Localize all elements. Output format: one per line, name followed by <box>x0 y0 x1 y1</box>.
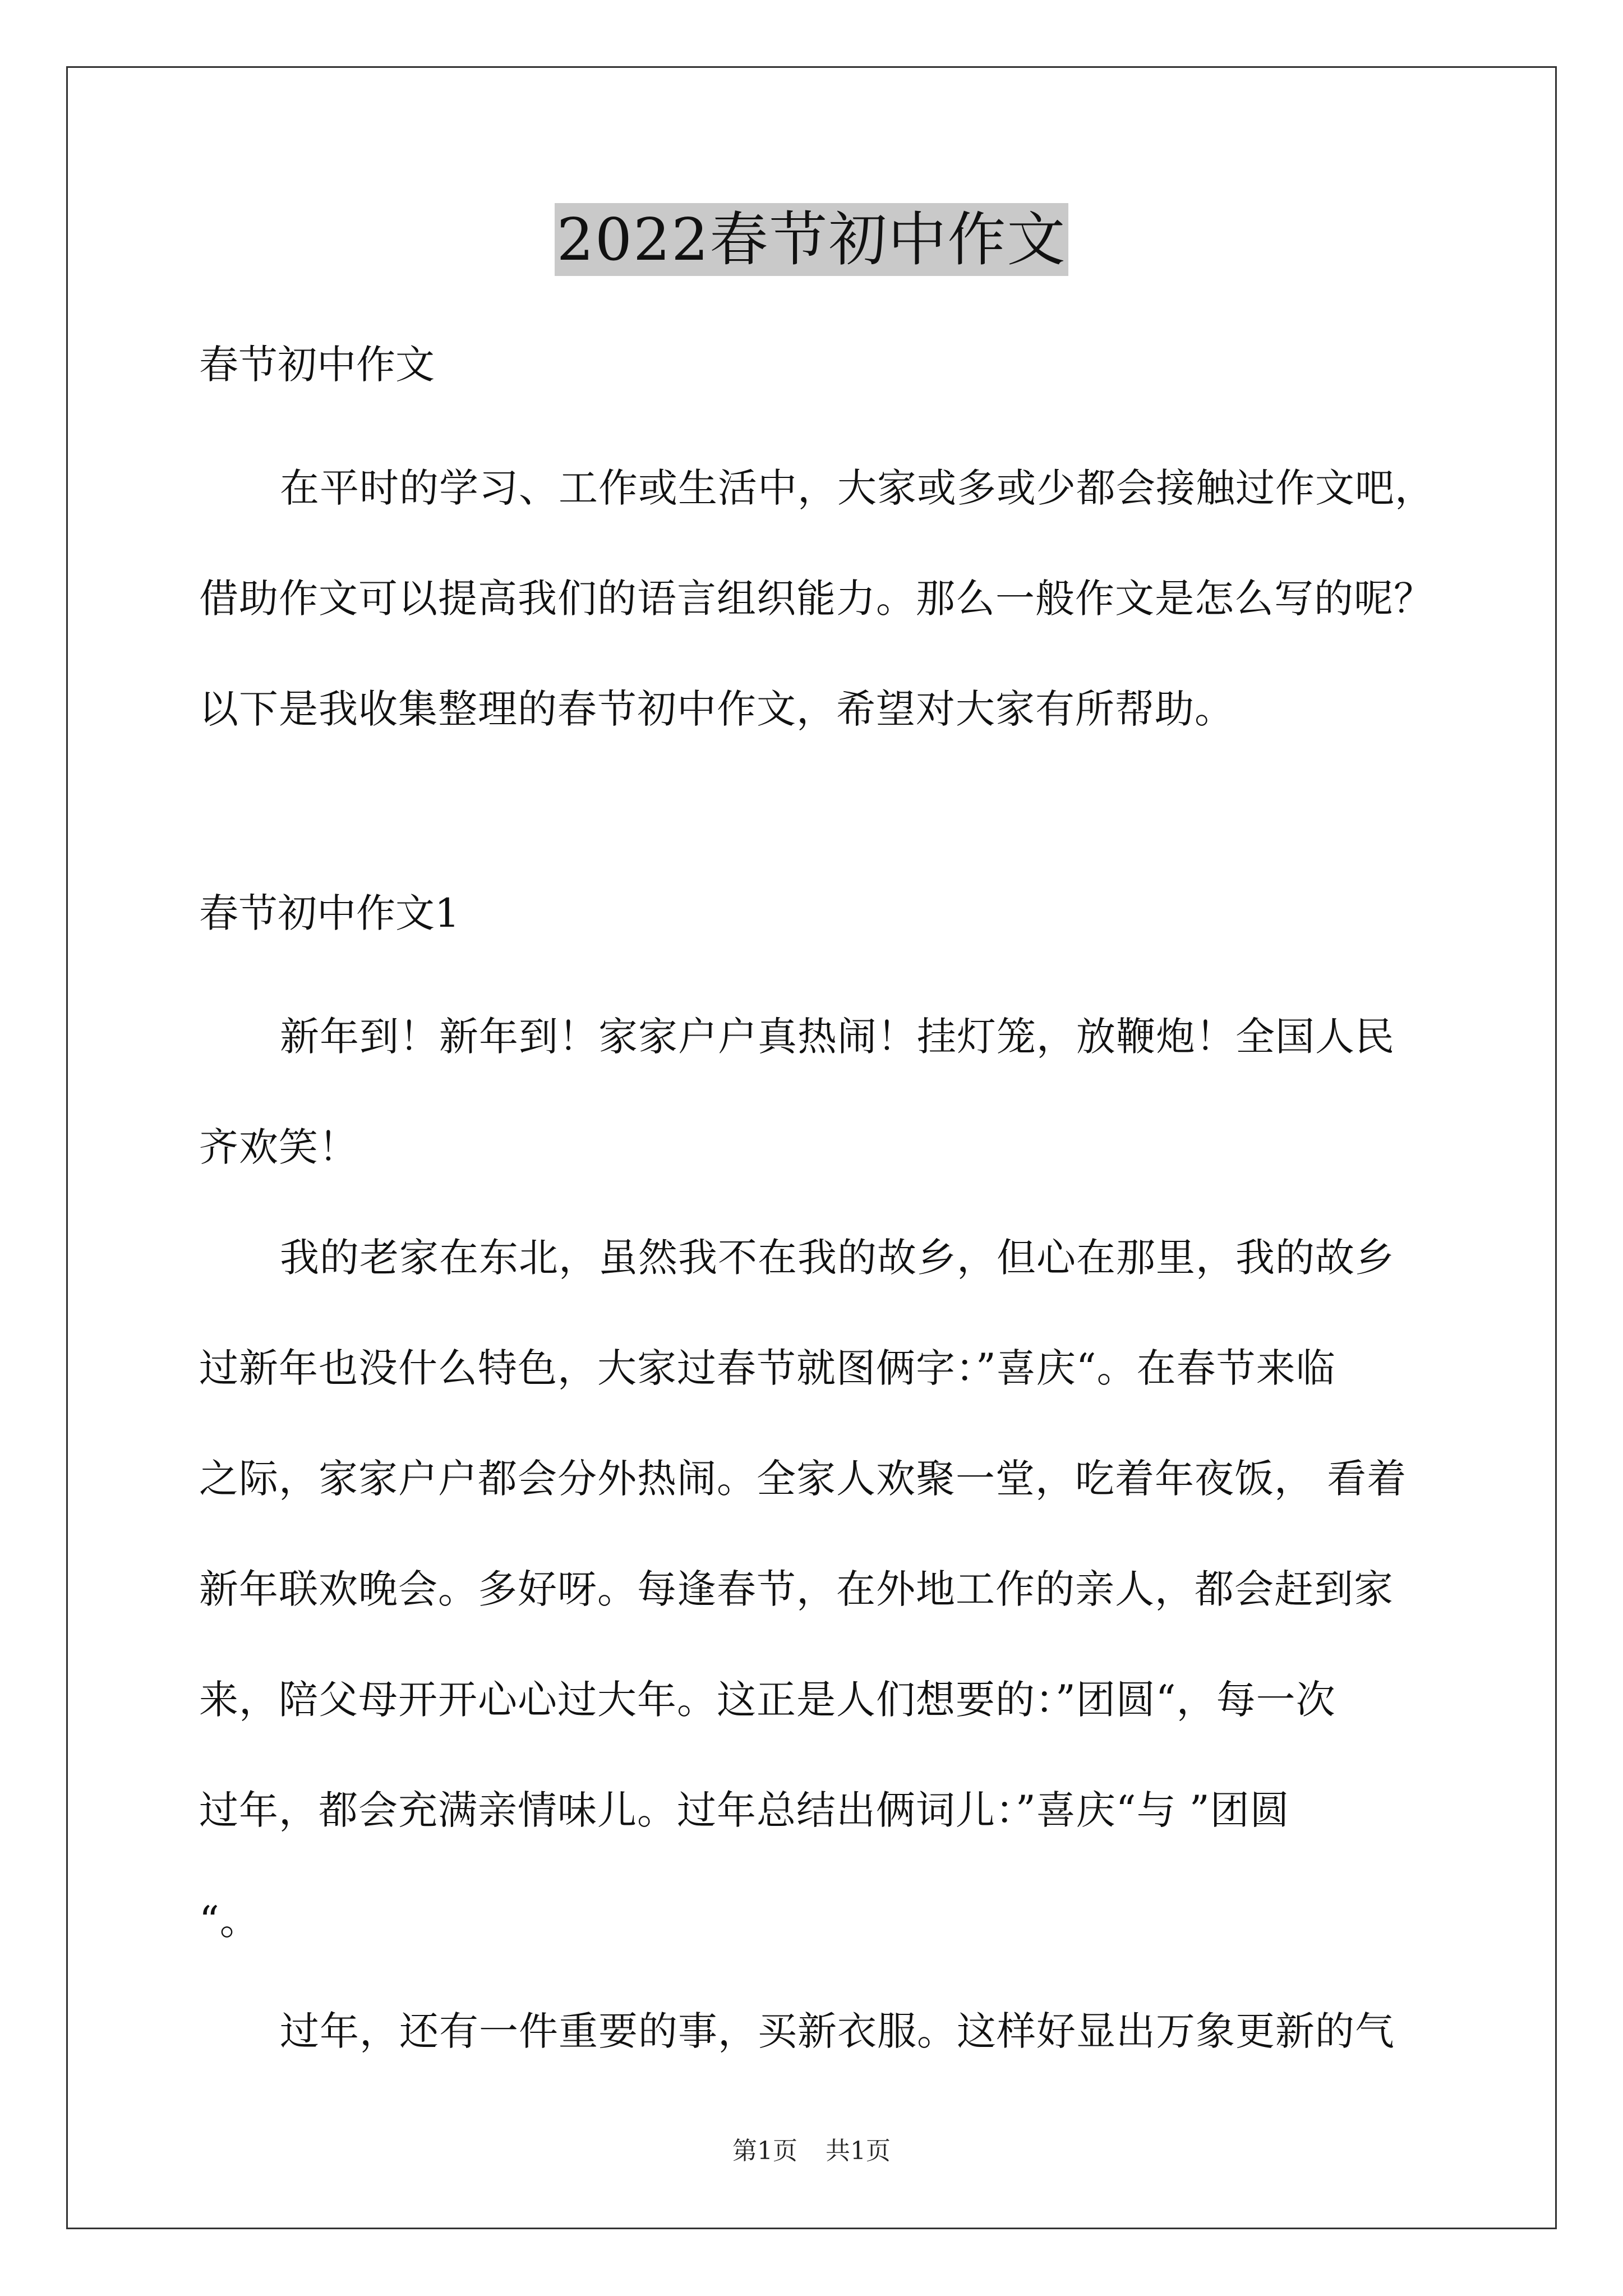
intro-paragraph <box>199 433 1433 765</box>
paragraph-2 <box>199 1203 1433 1976</box>
document-body <box>199 337 1433 2087</box>
paragraph-line: 新年联欢晚会。多好呀。每逢春节，在外地工作的亲人，都会赶到家 <box>199 1566 1394 1612</box>
document-title: 2022春节初中作文 <box>555 203 1069 276</box>
page-number: 第1页 <box>732 2137 797 2165</box>
paragraph-line: 来，陪父母开开心心过大年。这正是人们想要的：”团圆“，每一次 <box>199 1677 1336 1723</box>
paragraph-line: 齐欢笑！ <box>199 1124 358 1170</box>
intro-line: 以下是我收集整理的春节初中作文，希望对大家有所帮助。 <box>199 686 1234 732</box>
page-total: 共1页 <box>826 2137 891 2165</box>
paragraph-3 <box>199 1976 1433 2087</box>
paragraph-line: “。 <box>199 1898 260 1944</box>
intro-line: 在平时的学习、工作或生活中，大家或多或少都会接触过作文吧， <box>280 465 1435 511</box>
paragraph-line: 我的老家在东北，虽然我不在我的故乡，但心在那里，我的故乡 <box>280 1235 1395 1281</box>
title-container <box>0 203 1623 276</box>
intro-line: 借助作文可以提高我们的语言组织能力。那么一般作文是怎么写的呢？ <box>199 576 1433 622</box>
paragraph-line: 过新年也没什么特色，大家过春节就图俩字：”喜庆“。在春节来临 <box>199 1345 1336 1391</box>
subtitle: 春节初中作文 <box>199 342 435 388</box>
page-footer <box>0 2134 1623 2168</box>
paragraph-1 <box>199 982 1433 1203</box>
paragraph-line: 过年，都会充满亲情味儿。过年总结出俩词儿：”喜庆“与 ”团圆 <box>199 1787 1290 1833</box>
paragraph-line: 之际，家家户户都会分外热闹。全家人欢聚一堂，吃着年夜饭， 看着 <box>199 1456 1407 1502</box>
section-heading: 春节初中作文1 <box>199 890 460 936</box>
paragraph-line: 过年，还有一件重要的事，买新衣服。这样好显出万象更新的气 <box>280 2008 1395 2054</box>
paragraph-line: 新年到！新年到！家家户户真热闹！挂灯笼，放鞭炮！全国人民 <box>280 1014 1395 1060</box>
